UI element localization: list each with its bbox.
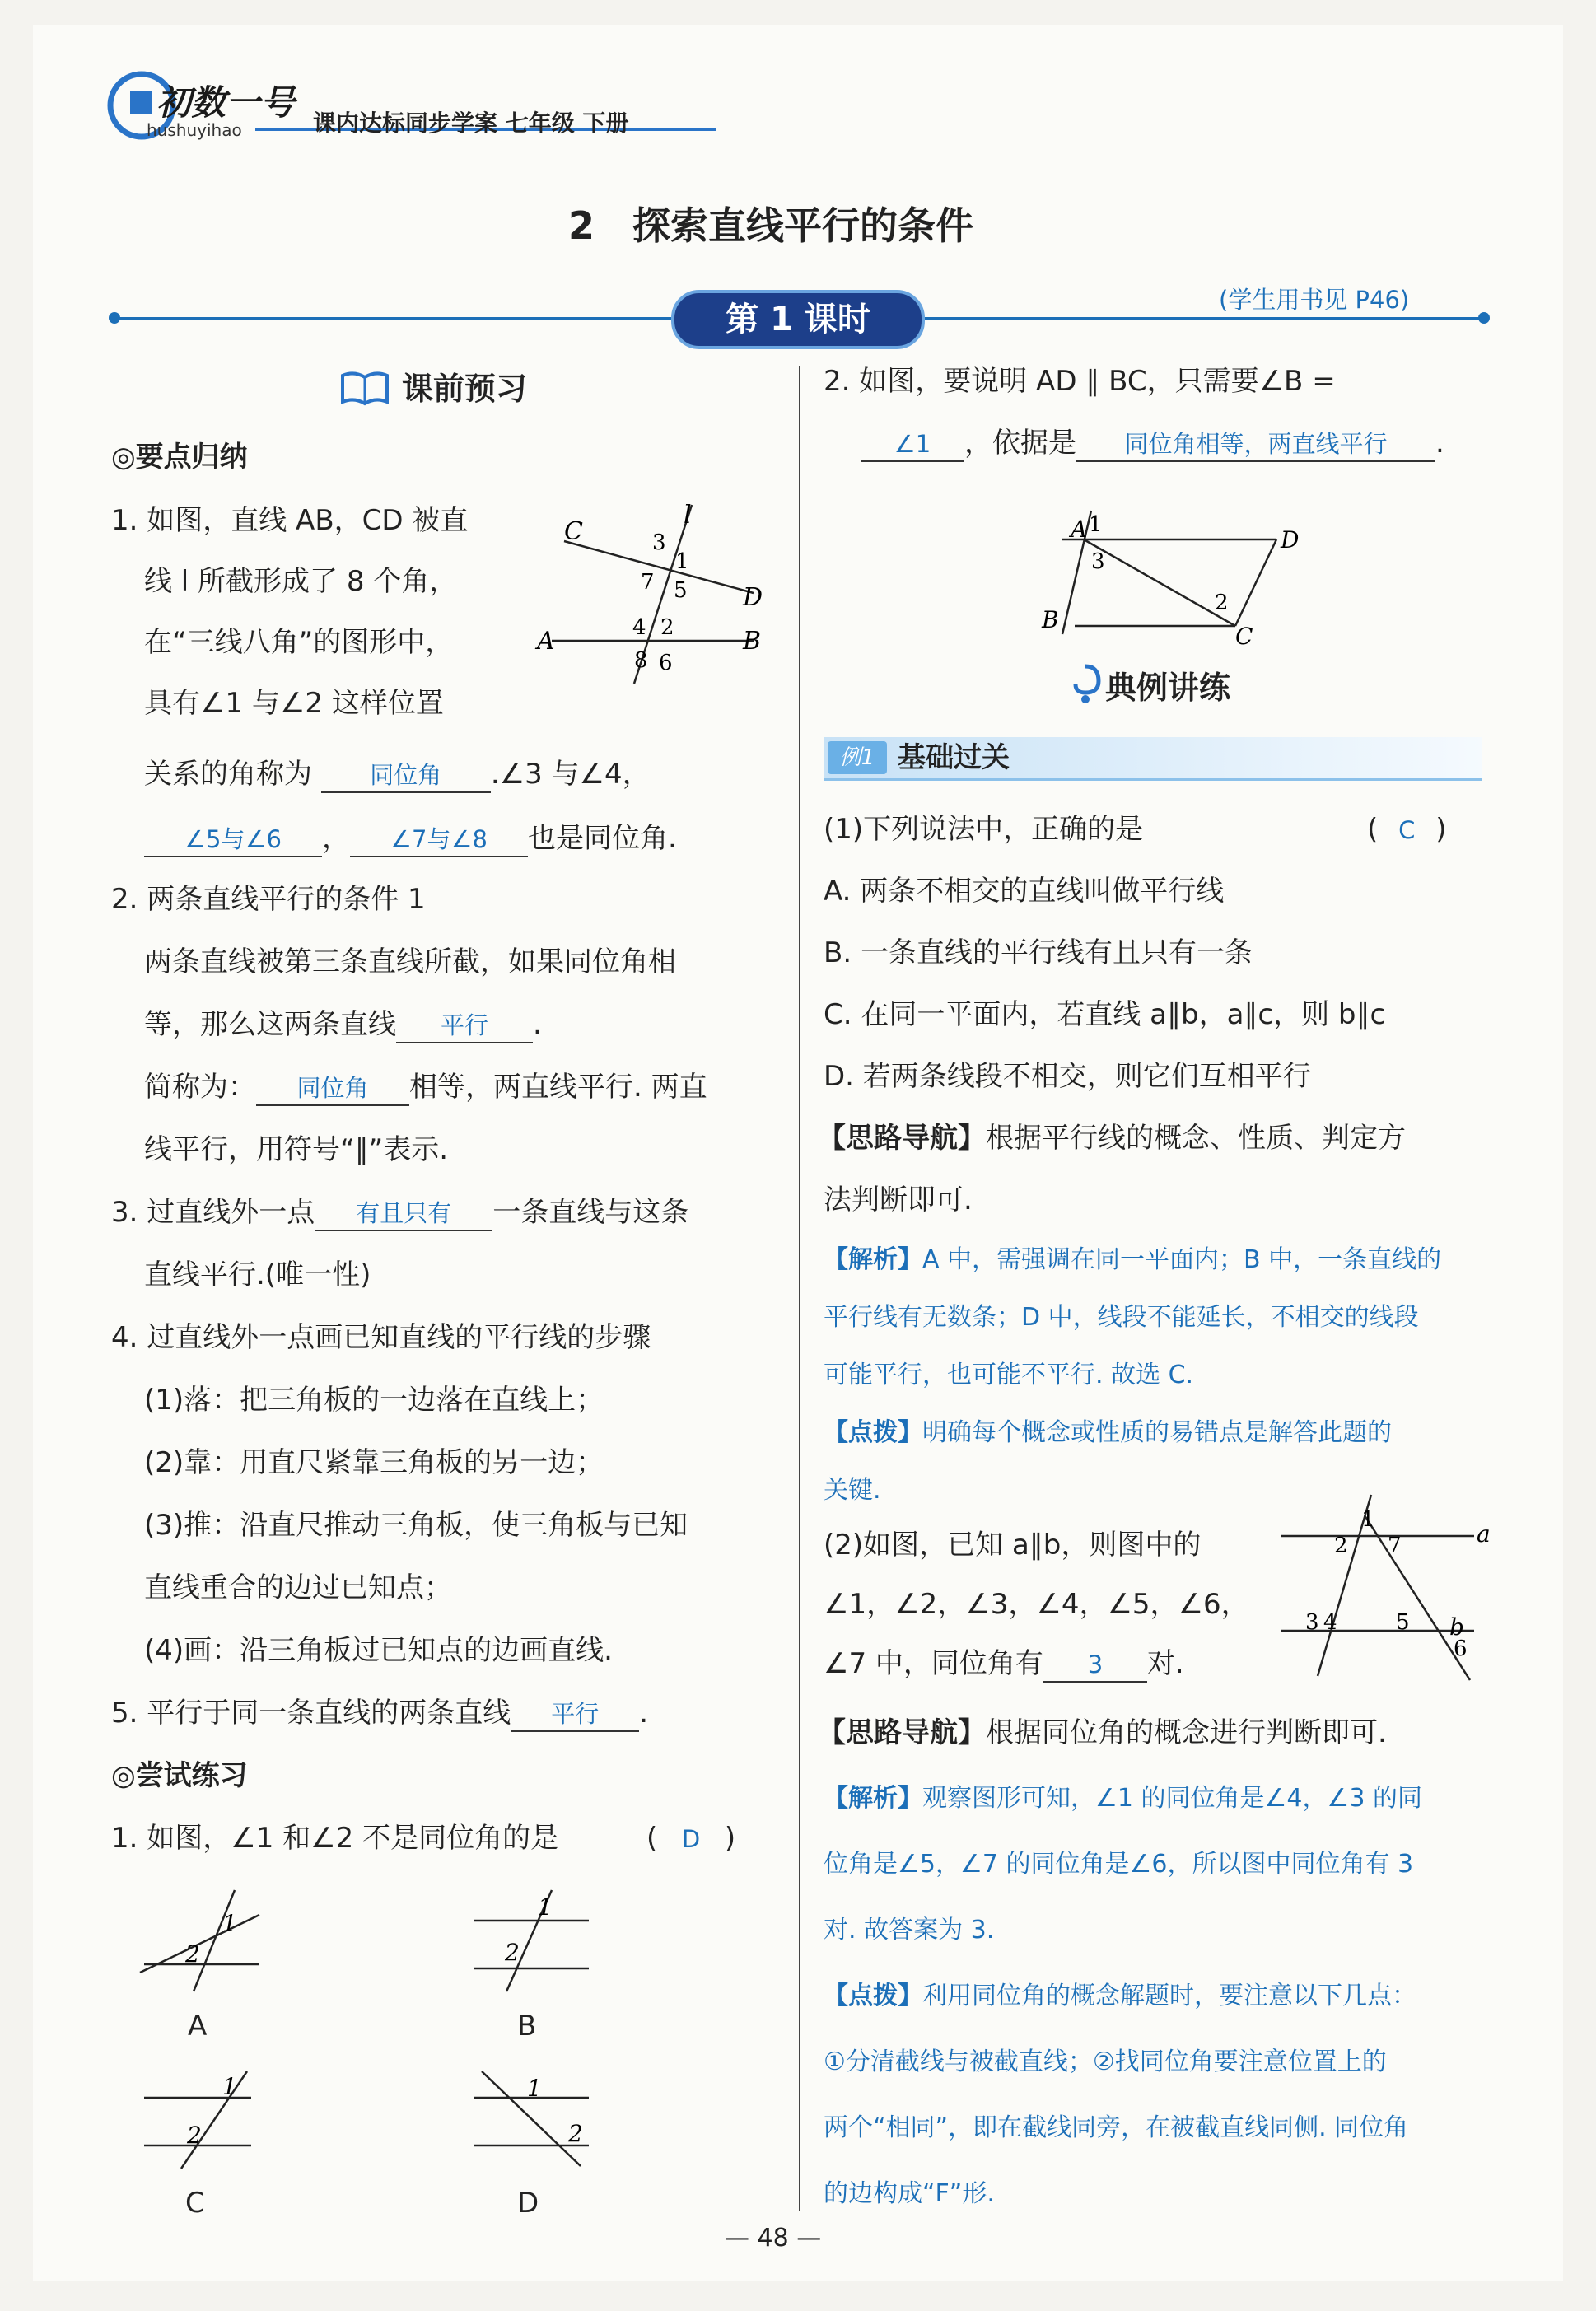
brand-name: 初数一号	[156, 82, 296, 123]
q4-step4: (4)画：沿三角板过已知点的边画直线.	[144, 1634, 613, 1667]
r-q2-text-a: ，依据是	[964, 427, 1076, 460]
q5-text-b: .	[639, 1697, 649, 1730]
svg-text:2: 2	[1215, 591, 1229, 615]
three-lines-eight-angles-figure	[535, 498, 774, 688]
part2-tip-line3: 两个“相同”，即在截线同旁，在被截直线同侧. 同位角	[824, 2113, 1409, 2142]
q3-text-b: 一条直线与这条	[492, 1196, 689, 1229]
option-b-label: B	[517, 2010, 537, 2043]
lesson-bar-dot-left	[109, 312, 120, 324]
q2-text-d: 相等，两直线平行. 两直	[409, 1071, 707, 1104]
q1-blank-3[interactable]: ∠7与∠8	[350, 823, 528, 857]
part1-sol-line2: 平行线有无数条；D 中，线段不能延长，不相交的线段	[824, 1303, 1419, 1332]
part1-sol-line3: 可能平行，也可能不平行. 故选 C.	[824, 1361, 1194, 1389]
part1-option-a: A. 两条不相交的直线叫做平行线	[824, 875, 1225, 908]
lesson-badge: 第 1 课时	[671, 290, 925, 349]
q4-step3b: 直线重合的边过已知点；	[144, 1571, 452, 1604]
part2-tip-text1: 利用同位角的概念解题时，要注意以下几点：	[922, 1982, 1416, 2010]
q3-line1	[111, 1196, 688, 1231]
book-ref: (学生用书见 P46)	[1219, 286, 1410, 314]
option-a-label: A	[188, 2010, 208, 2043]
svg-text:2: 2	[505, 1939, 520, 1966]
q1-sep: ，	[322, 822, 350, 855]
part1-tip-tag: 【点拨】	[824, 1418, 922, 1447]
part2-line2: ∠1，∠2，∠3，∠4，∠5，∠6，	[824, 1588, 1249, 1621]
part1-tip-line1	[824, 1417, 1392, 1450]
option-b-figure	[465, 1886, 597, 1993]
part2-tip-tag: 【点拨】	[824, 1982, 922, 2010]
q1-text-c: 也是同位角.	[528, 822, 677, 855]
q5-blank-1[interactable]: 平行	[511, 1697, 639, 1732]
q2-text-c: 简称为：	[144, 1071, 256, 1104]
svg-text:b: b	[1449, 1613, 1464, 1641]
p1-question: 1. 如图，∠1 和∠2 不是同位角的是	[111, 1822, 559, 1855]
part2-tip-line1	[824, 1980, 1416, 2013]
svg-text:4: 4	[632, 615, 646, 640]
svg-text:7: 7	[641, 570, 655, 595]
part1-option-c: C. 在同一平面内，若直线 a∥b，a∥c，则 b∥c	[824, 998, 1386, 1031]
option-c-figure	[136, 2063, 268, 2170]
part2-sol-line2: 位角是∠5，∠7 的同位角是∠6，所以图中同位角有 3	[824, 1850, 1414, 1879]
svg-text:C: C	[1235, 623, 1253, 650]
svg-text:1: 1	[222, 2073, 237, 2100]
part1-answer[interactable]: C	[1398, 816, 1416, 844]
series-name: 课内达标同步学案	[313, 110, 498, 137]
summary-heading: ◎要点归纳	[111, 441, 248, 474]
part1-option-b: B. 一条直线的平行线有且只有一条	[824, 936, 1253, 969]
part1-question: (1)下列说法中，正确的是	[824, 813, 1144, 846]
p1-answer-bracket	[646, 1822, 735, 1856]
q2-line3	[144, 1008, 542, 1043]
q1-text-a: 关系的角称为	[144, 758, 312, 791]
q1-line1: 1. 如图，直线 AB，CD 被直	[111, 504, 469, 537]
part1-sol-tag: 【解析】	[824, 1245, 922, 1274]
svg-text:D: D	[1281, 526, 1300, 553]
svg-text:1: 1	[1089, 512, 1103, 537]
part1-nav-tag: 【思路导航】	[818, 1122, 986, 1155]
svg-text:a: a	[1477, 1520, 1491, 1548]
q2-line1: 2. 两条直线平行的条件 1	[111, 883, 426, 916]
q1-text-b: .∠3 与∠4，	[490, 758, 651, 791]
series-title	[313, 105, 629, 138]
part2-tip-line4: 的边构成“F”形.	[824, 2179, 995, 2208]
svg-text:2: 2	[185, 1940, 200, 1968]
preview-heading: 课前预习	[402, 371, 528, 407]
svg-text:4: 4	[1323, 1610, 1337, 1635]
brand-pinyin: hushuyihao	[147, 120, 242, 140]
svg-text:B: B	[743, 627, 762, 656]
part1-sol-text1: A 中，需强调在同一平面内；B 中，一条直线的	[922, 1245, 1442, 1274]
option-c-label: C	[185, 2187, 205, 2220]
q3-blank-1[interactable]: 有且只有	[315, 1197, 492, 1231]
part1-nav-line1	[818, 1122, 1406, 1155]
q2-text-b: .	[533, 1008, 542, 1041]
q1-line6	[144, 822, 677, 857]
svg-text:l: l	[684, 501, 692, 530]
page-number: — 48 —	[725, 2224, 822, 2253]
q4-line1: 4. 过直线外一点画已知直线的平行线的步骤	[111, 1321, 651, 1354]
example-title: 基础过关	[898, 741, 1010, 774]
q1-line5	[144, 758, 651, 793]
q1-blank-2[interactable]: ∠5与∠6	[144, 823, 322, 857]
p1-answer[interactable]: D	[681, 1825, 701, 1853]
q2-line4	[144, 1071, 707, 1106]
part2-sol-tag: 【解析】	[824, 1784, 922, 1813]
trapezoid-figure	[1029, 502, 1300, 650]
part1-sol-line1	[824, 1244, 1441, 1277]
svg-text:A: A	[1071, 516, 1088, 543]
svg-text:D: D	[743, 583, 763, 612]
q5-line1	[111, 1697, 648, 1732]
svg-text:3: 3	[1305, 1610, 1319, 1635]
parallel-lines-figure	[1272, 1491, 1491, 1684]
svg-text:2: 2	[1334, 1534, 1348, 1558]
practice-heading: ◎尝试练习	[111, 1759, 248, 1792]
lesson-bar-dot-right	[1478, 312, 1490, 324]
option-d-figure	[465, 2063, 597, 2170]
part2-blank-1[interactable]: 3	[1043, 1648, 1147, 1683]
svg-text:1: 1	[527, 2075, 542, 2102]
part1-answer-bracket: ( C )	[1367, 813, 1447, 846]
example-heading: 典例讲练	[1105, 670, 1231, 706]
q2-line5: 线平行，用符号“∥”表示.	[144, 1133, 449, 1166]
q1-line3: 在“三线八角”的图形中，	[144, 626, 454, 659]
svg-text:B: B	[1042, 606, 1059, 633]
svg-text:5: 5	[1396, 1610, 1410, 1635]
svg-text:8: 8	[634, 648, 648, 673]
r-q2-line2	[861, 427, 1444, 462]
part2-text-b: 对.	[1146, 1647, 1184, 1680]
part2-line3	[824, 1647, 1184, 1683]
part1-nav-text1: 根据平行线的概念、性质、判定方	[986, 1122, 1406, 1155]
svg-text:2: 2	[660, 615, 674, 640]
section-title: 2 探索直线平行的条件	[568, 203, 974, 248]
svg-text:C: C	[564, 517, 583, 546]
part2-sol-line1	[824, 1782, 1422, 1815]
example-badge: 例1	[828, 741, 887, 774]
part2-nav-line1	[818, 1716, 1387, 1749]
part1-option-d: D. 若两条线段不相交，则它们互相平行	[824, 1060, 1311, 1093]
part2-sol-text1: 观察图形可知，∠1 的同位角是∠4，∠3 的同	[922, 1784, 1423, 1813]
part1-tip-line2: 关键.	[824, 1476, 881, 1505]
svg-text:6: 6	[1454, 1636, 1468, 1661]
book-icon	[339, 369, 390, 405]
q1-blank-1[interactable]: 同位角	[321, 759, 491, 793]
part2-tip-line2: ①分清截线与被截直线；②找同位角要注意位置上的	[824, 2047, 1387, 2076]
svg-text:A: A	[537, 627, 555, 656]
q4-step2: (2)靠：用直尺紧靠三角板的另一边；	[144, 1446, 604, 1479]
part2-line1: (2)如图，已知 a∥b，则图中的	[824, 1529, 1202, 1562]
r-q2-line1: 2. 如图，要说明 AD ∥ BC，只需要∠B =	[824, 365, 1336, 398]
svg-text:2: 2	[187, 2122, 202, 2149]
svg-text:1: 1	[222, 1910, 237, 1937]
svg-text:5: 5	[674, 578, 688, 603]
q2-blank-1[interactable]: 平行	[396, 1009, 533, 1043]
q1-line2: 线 l 所截形成了 8 个角，	[144, 565, 458, 598]
part1-nav-line2: 法判断即可.	[824, 1184, 973, 1216]
svg-text:1: 1	[538, 1893, 553, 1921]
r-q2-blank-1[interactable]: ∠1	[861, 427, 964, 462]
q3-line2: 直线平行.(唯一性)	[144, 1258, 371, 1291]
part2-nav-tag: 【思路导航】	[818, 1716, 986, 1749]
grade: 七年级	[505, 110, 575, 137]
q2-blank-2[interactable]: 同位角	[256, 1071, 409, 1106]
svg-text:1: 1	[675, 549, 689, 574]
volume: 下册	[582, 110, 629, 137]
q4-step1: (1)落：把三角板的一边落在直线上；	[144, 1384, 604, 1417]
part2-sol-line3: 对. 故答案为 3.	[824, 1916, 995, 1945]
q3-text-a: 3. 过直线外一点	[111, 1196, 315, 1229]
p1-paren-left: (	[646, 1822, 658, 1855]
option-a-figure	[136, 1886, 268, 1993]
example-icon	[1069, 663, 1102, 706]
svg-text:1: 1	[1361, 1507, 1375, 1532]
part2-text-a: ∠7 中，同位角有	[824, 1647, 1043, 1680]
q5-text-a: 5. 平行于同一条直线的两条直线	[111, 1697, 511, 1730]
svg-text:3: 3	[1091, 549, 1105, 574]
svg-text:3: 3	[652, 530, 666, 555]
q1-line4: 具有∠1 与∠2 这样位置	[144, 687, 444, 720]
r-q2-text-b: .	[1435, 427, 1444, 460]
p1-paren-right: )	[724, 1822, 736, 1855]
q2-line2: 两条直线被第三条直线所截，如果同位角相	[144, 945, 676, 978]
svg-text:7: 7	[1388, 1534, 1402, 1558]
r-q2-blank-2[interactable]: 同位角相等，两直线平行	[1076, 427, 1435, 462]
option-d-label: D	[517, 2187, 539, 2220]
part1-tip-text1: 明确每个概念或性质的易错点是解答此题的	[922, 1418, 1392, 1447]
part2-nav-text1: 根据同位角的概念进行判断即可.	[986, 1716, 1387, 1749]
svg-text:6: 6	[659, 651, 673, 675]
q4-step3a: (3)推：沿直尺推动三角板，使三角板与已知	[144, 1509, 688, 1542]
q2-text-a: 等，那么这两条直线	[144, 1008, 396, 1041]
svg-text:2: 2	[568, 2120, 583, 2147]
column-divider	[799, 366, 800, 2211]
